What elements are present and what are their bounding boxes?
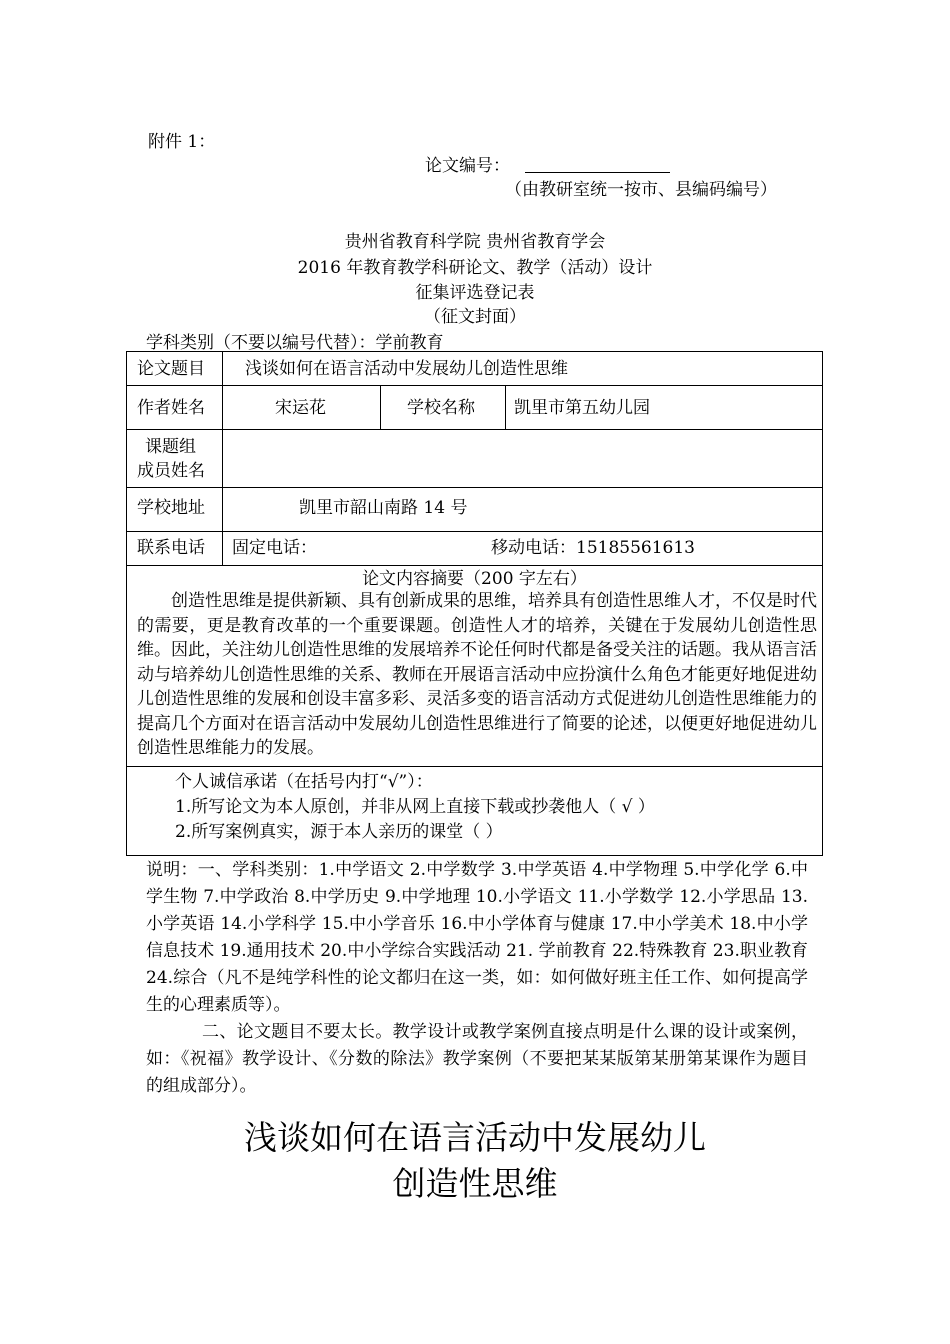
subject-category-line: 学科类别（不要以编号代替）：学前教育 [146, 333, 444, 353]
integrity-title: 个人诚信承诺（在括号内打“√”）： [175, 772, 433, 792]
address-value: 凯里市韶山南路 14 号 [299, 498, 468, 518]
phone-label: 联系电话 [137, 538, 205, 558]
table-rule [127, 565, 822, 566]
notes-section [146, 857, 808, 1100]
abstract-body: 创造性思维是提供新颖、具有创新成果的思维，培养具有创造性思维人才，不仅是时代的需要，更是教育改革的一个重要课题。创造性人才的培养，关键在于发展幼儿创造性思维。因此，关注幼儿创造性思维的发展培养不论任何时代都是备受关注的话题。我从语言活动与培养幼儿创造性思维的关系、教师在开展语言活动中应扮演什么角色才能更好地促进幼儿创造性思维的发展和创设丰富多彩、灵活多变的语言活动方式促进幼儿创造性思维能力的提高几个方面对在语言活动中发展幼儿创造性思维进行了简要的论述，以便更好地促进幼儿创造性思维能力的发展。 [137, 591, 817, 758]
notes-paragraph-2: 二、论文题目不要太长。教学设计或教学案例直接点明是什么课的设计或案例，如：《祝福》教学设计、《分数的除法》教学案例（不要把某某版第某册第某课作为题目的组成部分）。 [146, 1022, 808, 1096]
table-divider [380, 385, 381, 429]
paper-number-note: （由教研室统一按市、县编码编号） [505, 180, 777, 200]
integrity-item-1: 1.所写论文为本人原创，并非从网上直接下载或抄袭他人（ √ ） [175, 797, 655, 817]
table-divider [505, 385, 506, 429]
author-value: 宋运花 [275, 398, 326, 418]
registration-table [126, 351, 823, 856]
paper-number-label: 论文编号： [425, 156, 510, 176]
paper-title-line1: 浅谈如何在语言活动中发展幼儿 [244, 1118, 706, 1157]
form-title: 征集评选登记表 [415, 283, 535, 303]
table-rule [127, 766, 822, 767]
topic-value: 浅谈如何在语言活动中发展幼儿创造性思维 [245, 359, 568, 379]
year-title-line: 2016 年教育教学科研论文、教学（活动）设计 [297, 258, 653, 278]
organizer-line: 贵州省教育科学院 贵州省教育学会 [344, 232, 606, 252]
topic-label: 论文题目 [137, 359, 205, 379]
table-rule [127, 385, 822, 386]
mobile-label: 移动电话：15185561613 [491, 538, 695, 558]
paper-title-line2: 创造性思维 [392, 1164, 558, 1203]
abstract-title: 论文内容摘要（200 字左右） [362, 569, 587, 589]
landline-label: 固定电话： [232, 538, 317, 558]
table-rule [127, 429, 822, 430]
author-label: 作者姓名 [137, 398, 205, 418]
school-value: 凯里市第五幼儿园 [514, 398, 650, 418]
table-rule [127, 487, 822, 488]
members-label-line2: 成员姓名 [137, 461, 205, 481]
cover-note: （征文封面） [424, 307, 526, 327]
address-label: 学校地址 [137, 498, 205, 518]
school-label: 学校名称 [407, 398, 475, 418]
table-rule [127, 531, 822, 532]
notes-paragraph-1: 说明：一、学科类别：1.中学语文 2.中学数学 3.中学英语 4.中学物理 5.中学化学 6.中学生物 7.中学政治 8.中学历史 9.中学地理 10.小学语文 11.小学数学 12.小学思品 13.小学英语 14.小学科学 15.中小学音乐 16.中小学体育与健康 17.中小学美术 18.中小学信息技术 19.通用技术 20.中小学综合实践活动 21. 学前教育 22.特殊教育 23.职业教育 24.综合（凡不是纯学科性的论文都归在这一类，如：如何做好班主任工作、如何提高学生的心理素质等）。 [146, 860, 808, 1015]
attachment-label: 附件 1： [148, 132, 216, 152]
integrity-item-2: 2.所写案例真实，源于本人亲历的课堂（ ） [175, 822, 503, 842]
table-divider [222, 352, 223, 565]
paper-number-blank [525, 172, 670, 173]
members-label-line1: 课题组 [145, 437, 196, 457]
